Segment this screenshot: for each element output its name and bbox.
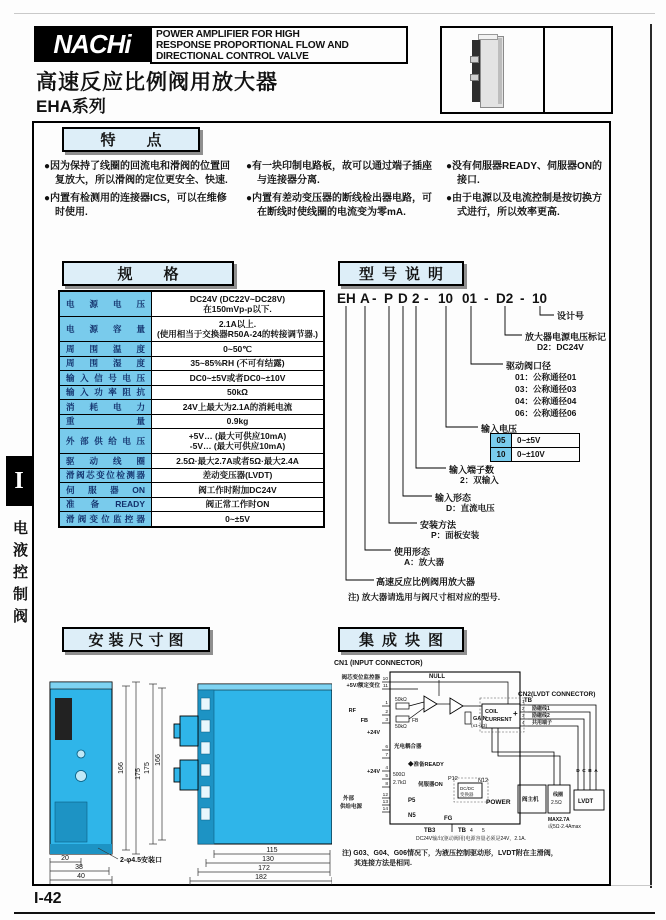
spec-value: 35~85%RH (不可有结露) bbox=[190, 358, 285, 368]
spec-value: 2.5Ω·最大2.7A或者5Ω·最大2.4A bbox=[176, 455, 299, 466]
product-photo bbox=[470, 34, 506, 108]
spec-label: 滑阀芯变位检测器 bbox=[60, 469, 152, 483]
features-heading: 特 点 bbox=[100, 132, 170, 149]
callout-supply-voltage: 放大器电源电压标记 bbox=[525, 332, 607, 342]
spec-label: 电源电压 bbox=[60, 292, 152, 316]
diagram-badge bbox=[338, 627, 464, 652]
spec-label: 驱动线圈 bbox=[60, 454, 152, 468]
dim-front-height-2: 175 bbox=[135, 768, 142, 780]
n5-label: N5 bbox=[408, 813, 416, 819]
spec-label: 输入功率阻抗 bbox=[60, 386, 152, 400]
module-face bbox=[472, 40, 480, 102]
spec-value: 差动变压器(LVDT) bbox=[202, 470, 273, 480]
monitor-label-1: 阀芯变位监控器 bbox=[341, 675, 380, 681]
callout-line: 2：双输入 bbox=[460, 475, 499, 485]
gain-range-label: (x1~x3) bbox=[471, 724, 488, 729]
callout-line: P：面板安装 bbox=[431, 530, 480, 540]
coil-current-label-2: CURRENT bbox=[485, 717, 512, 723]
callout-line: A：放大器 bbox=[404, 557, 445, 567]
module-cap bbox=[478, 34, 498, 40]
cn1-pin: 10 bbox=[382, 677, 388, 682]
photo-frame-divider bbox=[543, 28, 545, 112]
spec-label: 周围温度 bbox=[60, 342, 152, 356]
module-shade bbox=[498, 38, 502, 104]
model-code-segment: 01 bbox=[462, 291, 478, 306]
cn1-pin: 2 bbox=[385, 710, 388, 715]
fb-label-2: FB bbox=[412, 718, 419, 724]
fb-label: FB bbox=[360, 718, 368, 724]
dims-heading: 安装尺寸图 bbox=[88, 632, 189, 649]
cn2-wire-label-1: 励磁线1 bbox=[532, 706, 550, 712]
spec-value: 0.9kg bbox=[226, 416, 249, 426]
title-line-2: RESPONSE PROPORTIONAL FLOW AND bbox=[156, 40, 349, 52]
cn2-pin: 4 bbox=[522, 720, 525, 725]
page-number: I-42 bbox=[34, 890, 62, 907]
spec-label: 准备READY bbox=[60, 498, 152, 512]
dim-front-width-2: 38 bbox=[75, 864, 83, 871]
title-line-3: DIRECTIONAL CONTROL VALVE bbox=[156, 51, 309, 63]
resistor-50k-2: 50kΩ bbox=[395, 724, 407, 730]
table-row bbox=[60, 482, 323, 497]
model-code-segment: - bbox=[372, 291, 377, 306]
monitor-label-2: +5V/额定变位 bbox=[346, 683, 380, 689]
dim-side-length-2: 130 bbox=[262, 856, 274, 863]
cn2-label: CN2(LVDT CONNECTOR) bbox=[518, 691, 596, 698]
feature-item: ●有一块印制电路板，故可以通过端子插座与连接器分离. bbox=[246, 161, 433, 186]
callout-usage-form: 使用形态 bbox=[394, 547, 431, 557]
model-code-segment: P bbox=[384, 291, 394, 306]
cn1-label: CN1 (INPUT CONNECTOR) bbox=[334, 660, 423, 667]
dim-side-height-2: 175 bbox=[144, 762, 151, 774]
module-connector-lower bbox=[470, 74, 479, 81]
features-column-1 bbox=[44, 160, 236, 224]
spec-table bbox=[58, 290, 325, 528]
model-code-segment: - bbox=[520, 291, 525, 306]
features-badge bbox=[62, 127, 200, 152]
side-view-body bbox=[198, 684, 332, 844]
tb-pin-4: 4 bbox=[470, 828, 473, 834]
coil-box bbox=[548, 785, 570, 813]
servo-on-label: 伺服器ON bbox=[418, 782, 443, 788]
features-column-2 bbox=[246, 160, 438, 224]
dimension-drawing-svg bbox=[36, 656, 332, 888]
diagram-heading: 集成块图 bbox=[358, 632, 451, 649]
input-voltage-table bbox=[490, 433, 580, 462]
feature-item: ●内置有差动变压器的断线检出器电路，可在断线时使线圈的电流变为零mA. bbox=[246, 193, 433, 218]
spec-label: 伺服器ON bbox=[60, 483, 152, 497]
product-photo-frame bbox=[440, 26, 613, 114]
coil-current-label-1: COIL bbox=[485, 709, 499, 715]
table-row bbox=[491, 434, 579, 447]
table-row bbox=[60, 316, 323, 341]
spec-value: 50kΩ bbox=[227, 387, 248, 397]
spec-value: 0~±5V bbox=[225, 513, 250, 524]
iv-code: 05 bbox=[491, 434, 512, 447]
nachi-logo-text: NACHi bbox=[53, 28, 131, 59]
bottom-rule bbox=[14, 912, 655, 914]
specs-badge bbox=[62, 261, 234, 286]
dcdc-label-1: DC/DC bbox=[460, 786, 475, 791]
sidebar-label: 电液控制阀 bbox=[11, 520, 28, 630]
table-row bbox=[60, 370, 323, 385]
spec-value: DC0~±5V或者DC0~±10V bbox=[189, 372, 286, 383]
wire-label-b: B bbox=[588, 769, 592, 774]
dim-front-height-1: 166 bbox=[118, 762, 125, 774]
spec-label: 滑阀变位监控器 bbox=[60, 512, 152, 526]
cn1-pin: 5 bbox=[385, 774, 388, 779]
max-current-label-2: 或5Ω·2.4Amax bbox=[548, 824, 581, 830]
wire-label-c: C bbox=[582, 769, 586, 774]
cn2-wire-label-3: 共用端子 bbox=[532, 720, 553, 726]
frame-bottom-extension bbox=[611, 885, 652, 886]
callout-valve-size: 驱动阀口径 bbox=[506, 361, 552, 371]
power-label: POWER bbox=[486, 799, 511, 806]
fg-label: FG bbox=[444, 816, 453, 822]
p5-label: P5 bbox=[408, 798, 416, 804]
title-line-1: POWER AMPLIFIER FOR HIGH bbox=[156, 29, 300, 40]
model-code-segment: 10 bbox=[438, 291, 454, 306]
cn1-pin: 13 bbox=[382, 800, 388, 805]
callout-input-terminals: 输入端子数 bbox=[449, 465, 495, 475]
callout-line: D2：DC24V bbox=[537, 342, 584, 352]
callout-line: D：直流电压 bbox=[446, 503, 495, 513]
right-edge-line bbox=[650, 24, 652, 888]
spec-value: 0~50℃ bbox=[223, 343, 252, 354]
callout-input-voltage: 输入电压 bbox=[481, 424, 518, 434]
dim-front-width-1: 20 bbox=[61, 855, 69, 862]
callout-input-form: 输入形态 bbox=[435, 493, 472, 503]
plus-symbol: + bbox=[513, 709, 518, 718]
spec-label: 周围湿度 bbox=[60, 357, 152, 371]
callout-series-name: 高速反应比例阀用放大器 bbox=[376, 577, 476, 587]
model-heading: 型号说明 bbox=[358, 266, 451, 283]
spec-value: 2.1A以上. (使用相当于交换器R50A-24的转接调节器.) bbox=[156, 318, 319, 339]
dcdc-label-2: 变换器 bbox=[460, 792, 474, 797]
coil-box-value: 2.5Ω bbox=[551, 800, 562, 806]
iv-range: 0~±5V bbox=[517, 436, 541, 445]
photocoupler-label: 光电耦合器 bbox=[394, 744, 422, 750]
model-code-segment: D bbox=[398, 291, 408, 306]
dim-side-length-3: 172 bbox=[258, 865, 270, 872]
rf-label: RF bbox=[348, 708, 356, 714]
dim-side-length-4: 182 bbox=[255, 874, 267, 881]
model-code-segment: - bbox=[484, 291, 489, 306]
spec-label: 电源容量 bbox=[60, 317, 152, 341]
spec-label: 外部供给电压 bbox=[60, 429, 152, 453]
spec-label: 输入信号电压 bbox=[60, 371, 152, 385]
cn1-pin: 11 bbox=[383, 684, 388, 689]
spec-label: 消耗电力 bbox=[60, 400, 152, 414]
table-row bbox=[60, 511, 323, 526]
resistor-50k-1: 50kΩ bbox=[395, 697, 407, 703]
wire-label-d: D bbox=[576, 769, 580, 774]
cn1-pin: 3 bbox=[385, 718, 388, 723]
table-row bbox=[60, 356, 323, 371]
spec-label: 重量 bbox=[60, 415, 152, 429]
specs-heading: 规 格 bbox=[117, 266, 187, 283]
dim-side-height-1: 166 bbox=[155, 754, 162, 766]
module-connector-upper bbox=[470, 56, 479, 63]
dim-front-width-3: 40 bbox=[77, 873, 85, 880]
callout-line: 03：公称通径03 bbox=[515, 384, 577, 394]
spec-value: +5V… (最大可供应10mA) -5V… (最大可供应10mA) bbox=[188, 430, 287, 451]
cn1-pin: 7 bbox=[385, 753, 388, 758]
features-column-3 bbox=[446, 160, 606, 224]
table-row bbox=[60, 428, 323, 453]
table-row bbox=[491, 447, 579, 461]
gain-label: GAIN bbox=[473, 716, 487, 722]
callout-line: 01：公称通径01 bbox=[515, 372, 577, 382]
callout-design-number: 设计号 bbox=[557, 311, 585, 321]
table-row bbox=[60, 468, 323, 483]
external-label-2: 供给电源 bbox=[339, 804, 362, 810]
cn1-pin: 4 bbox=[385, 766, 388, 771]
sidebar-tab-label: I bbox=[14, 467, 24, 494]
table-row bbox=[60, 341, 323, 356]
external-label-1: 外部 bbox=[342, 796, 354, 802]
table-row bbox=[60, 414, 323, 429]
circuit-diagram-svg bbox=[332, 652, 612, 884]
model-note: 注) 放大器请选用与阀尺寸相对应的型号. bbox=[348, 592, 501, 602]
diagram-note-2: 其连接方法是相同. bbox=[354, 860, 412, 867]
nachi-logo bbox=[34, 26, 150, 62]
cn1-pin: 8 bbox=[385, 782, 388, 787]
cn1-pin: 14 bbox=[382, 807, 388, 812]
model-badge bbox=[338, 261, 464, 286]
sidebar-tab bbox=[6, 456, 32, 506]
model-code-segment: EH bbox=[337, 291, 356, 306]
v24-label-2: +24V bbox=[367, 769, 380, 775]
resistor-500-label: 500Ω bbox=[393, 772, 406, 778]
feature-item: ●内置有检测用的连接器ICS，可以在维修时使用. bbox=[44, 193, 227, 218]
table-row bbox=[60, 453, 323, 468]
diagram-note-1: 注) G03、G04、G06情况下，为液压控制驱动形，LVDT附在主滑阀， bbox=[342, 850, 558, 857]
tb-label: TB bbox=[524, 698, 532, 704]
coil-box-label: 线圈 bbox=[553, 792, 564, 798]
spec-value: 阀正常工作时ON bbox=[205, 499, 270, 509]
spec-value: DC24V (DC22V~DC28V) 在150mVp-p以下. bbox=[189, 293, 286, 314]
table-row bbox=[60, 399, 323, 414]
null-label: NULL bbox=[429, 674, 445, 680]
page-title: 高速反应比例阀用放大器 bbox=[36, 71, 278, 94]
table-row bbox=[60, 497, 323, 512]
dim-hole-note: 2-φ4.5安装口 bbox=[120, 857, 162, 864]
table-row bbox=[60, 385, 323, 400]
feature-item: ●没有伺服器READY、伺服器ON的接口. bbox=[446, 161, 603, 186]
top-edge-line bbox=[14, 13, 655, 14]
power-note: DC24V输出(驱动阀用)电源容量必须是24V，2.1A. bbox=[416, 836, 527, 842]
model-code-segment: D2 bbox=[496, 291, 514, 306]
valve-label: 阀主机 bbox=[522, 797, 539, 803]
iv-code: 10 bbox=[491, 448, 512, 461]
tb2-label: TB bbox=[458, 828, 466, 834]
cn1-pin: 1 bbox=[385, 701, 388, 706]
tb-pin-5: 5 bbox=[482, 828, 485, 834]
feature-item: ●因为保持了线圈的回流电和滑阀的位置回复放大，所以滑阀的定位更安全、快速. bbox=[44, 161, 231, 186]
callout-mounting: 安装方法 bbox=[420, 520, 457, 530]
iv-range: 0~±10V bbox=[517, 450, 545, 459]
table-row bbox=[60, 292, 323, 316]
callout-line: 06：公称通径06 bbox=[515, 408, 577, 418]
model-code-segment: 2 bbox=[412, 291, 420, 306]
max-current-label-1: MAX2.7A bbox=[548, 817, 570, 823]
cn2-pin: 2 bbox=[522, 706, 525, 711]
spec-value: 24V上最大为2.1A的消耗电流 bbox=[182, 401, 293, 412]
p12-label: P12 bbox=[448, 776, 458, 782]
model-code-segment: - bbox=[424, 291, 429, 306]
dims-badge bbox=[62, 627, 210, 652]
tb3-label: TB3 bbox=[424, 828, 436, 834]
cn2-pin: 3 bbox=[522, 713, 525, 718]
v24-label-1: +24V bbox=[367, 730, 380, 736]
model-code-segment: A bbox=[360, 291, 370, 306]
spec-value: 阀工作时附加DC24V bbox=[198, 484, 277, 495]
cn1-pin: 12 bbox=[382, 793, 388, 798]
cn2-pin: 1 bbox=[522, 699, 525, 704]
lvdt-label: LVDT bbox=[578, 799, 594, 805]
wire-label-a: A bbox=[594, 769, 598, 774]
dim-side-length-1: 115 bbox=[266, 847, 278, 854]
series-title: EHA系列 bbox=[36, 97, 106, 116]
cn1-pin: 6 bbox=[385, 745, 388, 750]
ready-label: ◆准备READY bbox=[408, 762, 444, 768]
callout-line: 04：公称通径04 bbox=[515, 396, 577, 406]
cn2-wire-label-2: 励磁线2 bbox=[532, 713, 550, 719]
english-title-box bbox=[150, 26, 408, 64]
feature-item: ●由于电源以及电流控制是按切换方式进行，所以效率更高. bbox=[446, 193, 603, 218]
n12-label: N12 bbox=[478, 778, 489, 784]
resistor-27k-label: 2.7kΩ bbox=[393, 780, 407, 786]
model-code-segment: 10 bbox=[532, 291, 548, 306]
